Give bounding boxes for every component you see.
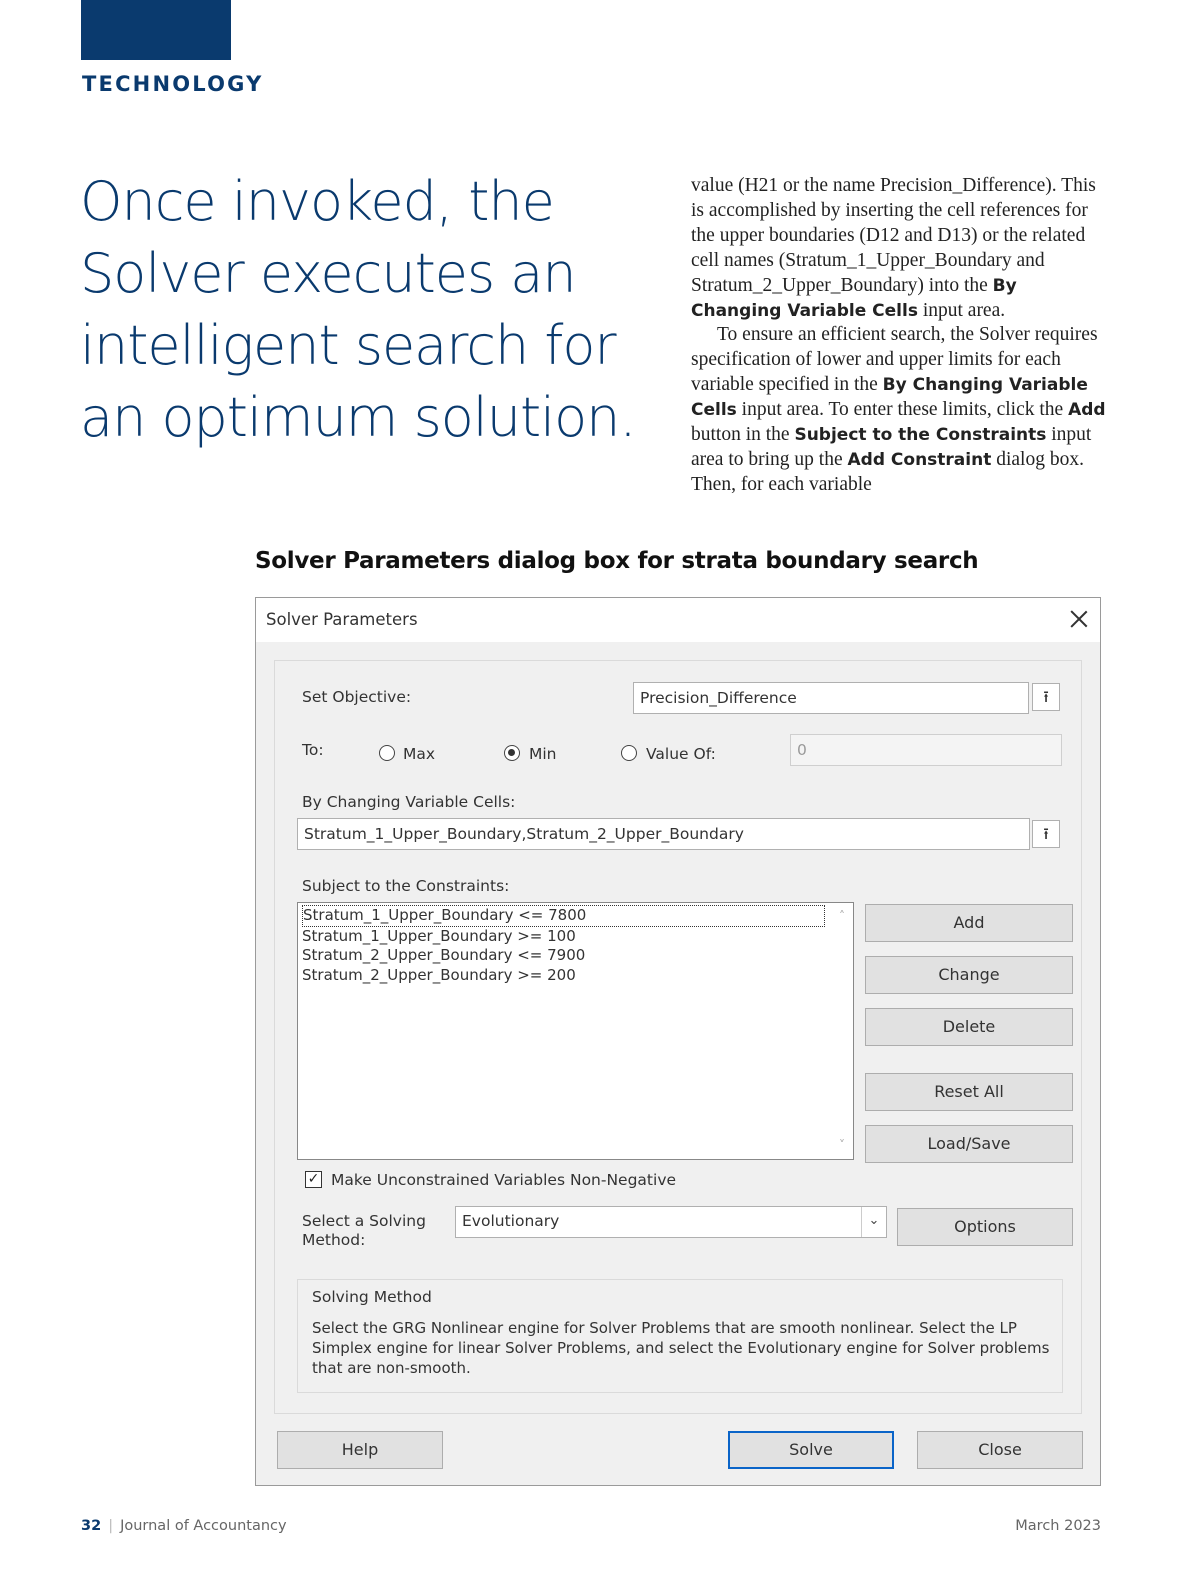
- method-label: Method:: [302, 1231, 366, 1249]
- scroll-up-icon[interactable]: ˄: [839, 909, 845, 923]
- paragraph: [691, 323, 1106, 497]
- text-run: input area.: [917, 299, 1006, 321]
- changing-cells-label: By Changing Variable Cells:: [302, 793, 516, 811]
- pull-quote-line: intelligent search for: [80, 314, 616, 377]
- collapse-changing-cells-icon[interactable]: ⭱: [1032, 820, 1060, 848]
- article-body: [691, 174, 1106, 498]
- pull-quote-line: Solver executes an: [80, 242, 576, 305]
- text-run: button in the: [691, 424, 795, 446]
- close-button[interactable]: Close: [917, 1431, 1083, 1469]
- chevron-down-icon[interactable]: ⌄: [861, 1207, 886, 1237]
- constraint-item[interactable]: Stratum_2_Upper_Boundary <= 7900: [302, 946, 586, 964]
- value-of-label[interactable]: Value Of:: [646, 745, 716, 763]
- help-button[interactable]: Help: [277, 1431, 443, 1469]
- add-button[interactable]: Add: [865, 904, 1073, 942]
- constraints-list[interactable]: [297, 902, 854, 1160]
- footer-separator: |: [108, 1518, 114, 1534]
- nonneg-checkbox[interactable]: ✓: [305, 1171, 322, 1188]
- max-radio[interactable]: [379, 745, 395, 761]
- to-label: To:: [302, 741, 324, 759]
- constraint-item[interactable]: Stratum_2_Upper_Boundary >= 200: [302, 965, 576, 984]
- section-label: TECHNOLOGY: [82, 72, 264, 96]
- bold-term: By Changing Variable Cells: [691, 275, 1017, 321]
- close-icon[interactable]: [1068, 608, 1090, 630]
- solving-method-group: [297, 1279, 1063, 1393]
- text-run: dialog box. Then, for each variable: [691, 448, 1084, 495]
- issue-date: March 2023: [1015, 1518, 1101, 1534]
- load-save-button[interactable]: Load/Save: [865, 1125, 1073, 1163]
- constraints-label: Subject to the Constraints:: [302, 877, 510, 895]
- value-of-input[interactable]: 0: [790, 734, 1062, 766]
- pull-quote-line: an optimum solution.: [80, 386, 636, 449]
- change-button[interactable]: Change: [865, 956, 1073, 994]
- pull-quote-line: Once invoked, the: [80, 170, 554, 233]
- parameters-panel: [274, 660, 1082, 1414]
- solving-method-value: Evolutionary: [462, 1212, 560, 1230]
- reset-all-button[interactable]: Reset All: [865, 1073, 1073, 1111]
- text-run: To ensure an efficient search, the Solver requires specification of lower and upper limits for each variable specified in the: [691, 324, 1098, 396]
- collapse-objective-icon[interactable]: ⭱: [1032, 683, 1060, 711]
- bold-term: Subject to the Constraints: [794, 425, 1047, 446]
- bold-term: Add Constraint: [847, 449, 992, 470]
- text-run: value (H21 or the name Precision_Difference). This is accomplished by inserting the cell references for the upper boundaries (D12 and D13) or the related cell names (Stratum_1_Upper_Boundary and Stratum_2_Upper_Boundary) into the: [691, 175, 1096, 296]
- dialog-titlebar: [256, 598, 1100, 642]
- figure-title: Solver Parameters dialog box for strata boundary search: [255, 548, 979, 574]
- group-description: Select the GRG Nonlinear engine for Solver Problems that are smooth nonlinear. Select the LP Simplex engine for linear Solver Problems, and select the Evolutionary engine for Solver problems that are non-smooth.: [312, 1319, 1050, 1377]
- text-run: input area to bring up the: [691, 424, 1092, 470]
- dialog-title: Solver Parameters: [266, 610, 418, 629]
- header-color-bar: [81, 0, 231, 60]
- bold-term: Add: [1068, 400, 1106, 421]
- objective-input[interactable]: Precision_Difference: [633, 682, 1029, 714]
- text-run: input area. To enter these limits, click the: [736, 399, 1069, 421]
- pull-quote: [80, 166, 670, 454]
- min-label[interactable]: Min: [529, 745, 557, 763]
- method-label: Select a Solving: [302, 1212, 426, 1230]
- paragraph: [691, 174, 1106, 323]
- solve-button[interactable]: Solve: [728, 1431, 894, 1469]
- min-radio[interactable]: [504, 745, 520, 761]
- journal-name: Journal of Accountancy: [120, 1518, 287, 1534]
- footer-left: [81, 1518, 287, 1534]
- max-label[interactable]: Max: [403, 745, 436, 763]
- bold-term: By Changing Variable Cells: [691, 375, 1088, 421]
- solving-method-select[interactable]: [455, 1206, 887, 1238]
- page-number: 32: [81, 1518, 102, 1534]
- delete-button[interactable]: Delete: [865, 1008, 1073, 1046]
- value-of-radio[interactable]: [621, 745, 637, 761]
- changing-cells-input[interactable]: Stratum_1_Upper_Boundary,Stratum_2_Upper_Boundary: [297, 818, 1030, 850]
- constraint-item[interactable]: Stratum_1_Upper_Boundary >= 100: [302, 926, 576, 945]
- set-objective-label: Set Objective:: [302, 688, 412, 706]
- group-title: Solving Method: [312, 1288, 432, 1306]
- solver-parameters-dialog: [255, 597, 1101, 1486]
- nonneg-label[interactable]: Make Unconstrained Variables Non-Negative: [331, 1171, 677, 1189]
- scroll-down-icon[interactable]: ˅: [839, 1137, 845, 1152]
- options-button[interactable]: Options: [897, 1208, 1073, 1246]
- constraint-item[interactable]: Stratum_1_Upper_Boundary <= 7800: [302, 905, 825, 927]
